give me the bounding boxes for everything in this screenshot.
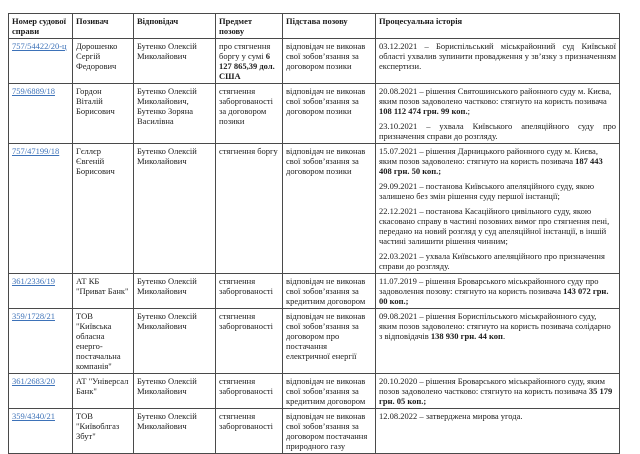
case-number-link[interactable]: 759/6889/18 — [12, 86, 55, 96]
case-number-cell — [9, 309, 73, 374]
case-number-link[interactable]: 757/47199/18 — [12, 146, 60, 156]
subject-cell — [216, 374, 283, 409]
history-cell — [376, 39, 620, 84]
history-entry: 03.12.2021 – Бориспільський міськрайонний суд Київської області ухвалив зупинити провадження у зв’язку з призначенням експертизи. — [379, 41, 616, 71]
claim-subject: стягнення заборгованості — [219, 376, 274, 396]
claim-subject: стягнення боргу — [219, 146, 278, 156]
basis-cell — [283, 374, 376, 409]
claim-basis: відповідач не виконав свої зобов’язання за договором позики — [286, 146, 366, 176]
plaintiff-name: АТ КБ "Приват Банк" — [76, 276, 129, 296]
claim-basis: відповідач не виконав свої зобов’язання за договором про постачання електричної енергії — [286, 311, 366, 361]
defendant-cell — [134, 144, 216, 274]
history-entry: 23.10.2021 – ухвала Київського апеляційного суду про призначення справи до розгляду. — [379, 121, 616, 141]
plaintiff-name: ТОВ "Київська обласна енерго-постачальна компанія" — [76, 311, 121, 371]
claim-basis: відповідач не виконав свої зобов’язання за кредитним договором — [286, 376, 366, 406]
basis-cell — [283, 274, 376, 309]
subject-cell — [216, 39, 283, 84]
history-cell — [376, 374, 620, 409]
header-case-number: Номер судової справи — [9, 14, 73, 39]
history-entry: 12.08.2022 – затверджена мирова угода. — [379, 411, 523, 421]
claim-basis: відповідач не виконав свої зобов’язання за кредитним договором — [286, 276, 366, 306]
claim-basis: відповідач не виконав свої зобов’язання за договором позики — [286, 86, 366, 116]
case-number-cell — [9, 274, 73, 309]
history-entry: 20.10.2020 – рішення Броварського міськрайонного суду, яким позов задоволено частково: стягнуто на користь позивача 35 179 грн. 05 коп.; — [379, 376, 613, 406]
table-row — [9, 409, 620, 454]
claim-subject: стягнення заборгованості — [219, 311, 274, 331]
header-history: Процесуальна історія — [376, 14, 620, 39]
basis-cell — [283, 39, 376, 84]
case-number-cell — [9, 409, 73, 454]
plaintiff-cell — [73, 409, 134, 454]
subject-cell — [216, 84, 283, 144]
subject-cell — [216, 144, 283, 274]
plaintiff-name: АТ "Універсал Банк" — [76, 376, 129, 396]
history-entry: 09.08.2021 – рішення Бориспільського міськрайонного суду, яким позов задоволено: стягнуто на користь позивача солідарно з відповідачів 138 930 грн. 44 коп. — [379, 311, 611, 341]
defendant-cell — [134, 274, 216, 309]
plaintiff-cell — [73, 144, 134, 274]
case-number-link[interactable]: 359/1728/21 — [12, 311, 55, 321]
case-number-cell — [9, 374, 73, 409]
history-entry: 29.09.2021 – постанова Київського апеляційного суду, якою залишено без змін рішення суду першої інстанції; — [379, 181, 595, 201]
table-row — [9, 144, 620, 274]
plaintiff-name: ТОВ "Київоблгаз Збут" — [76, 411, 120, 441]
plaintiff-name: Дорошенко Сергій Федорович — [76, 41, 118, 71]
defendant-name: Бутенко Олексій Миколайович — [137, 311, 197, 331]
case-number-cell — [9, 39, 73, 84]
plaintiff-name: Гордон Віталій Борисович — [76, 86, 115, 116]
case-number-link[interactable]: 361/2683/20 — [12, 376, 55, 386]
defendant-cell — [134, 309, 216, 374]
history-cell — [376, 409, 620, 454]
history-entry: 22.03.2021 – ухвала Київського апеляційного про призначення справи до розгляду. — [379, 251, 605, 271]
claim-subject: стягнення заборгованості — [219, 276, 274, 296]
defendant-name: Бутенко Олексій Миколайович — [137, 146, 197, 166]
history-entry: 11.07.2019 – рішення Броварського міськрайонного суду про задоволення позову: стягнуто на користь позивача 143 072 грн. 00 коп.; — [379, 276, 609, 306]
defendant-cell — [134, 374, 216, 409]
defendant-cell — [134, 409, 216, 454]
history-cell — [376, 274, 620, 309]
defendant-name: Бутенко Олексій Миколайович — [137, 376, 197, 396]
table-row — [9, 274, 620, 309]
case-number-cell — [9, 84, 73, 144]
court-cases-table — [8, 13, 620, 454]
claim-basis: відповідач не виконав свої зобов’язання за договором позики — [286, 41, 366, 71]
basis-cell — [283, 84, 376, 144]
claim-subject: стягнення заборгованості — [219, 411, 274, 431]
history-entry: 22.12.2021 – постанова Касаційного цивільного суду, якою скасовано справу в частині позовних вимог про стягнення пені, передано на новий розгляд у суд апеляційної інстанції, в іншій частині залишити рішення чинним; — [379, 206, 610, 246]
table-row — [9, 39, 620, 84]
history-cell — [376, 84, 620, 144]
plaintiff-name: Гєллєр Євгеній Борисович — [76, 146, 115, 176]
subject-cell — [216, 309, 283, 374]
history-cell — [376, 144, 620, 274]
header-basis: Підстава позову — [283, 14, 376, 39]
defendant-cell — [134, 84, 216, 144]
history-cell — [376, 309, 620, 374]
case-number-link[interactable]: 757/54422/20-ц — [12, 41, 67, 51]
plaintiff-cell — [73, 274, 134, 309]
plaintiff-cell — [73, 309, 134, 374]
history-entry: 20.08.2021 – рішення Святошинського районного суду м. Києва, яким позов задоволено частково: стягнуто на користь позивача 108 112 474 грн. 99 коп.; — [379, 86, 612, 116]
case-number-link[interactable]: 361/2336/19 — [12, 276, 55, 286]
plaintiff-cell — [73, 374, 134, 409]
header-subject: Предмет позову — [216, 14, 283, 39]
subject-cell — [216, 409, 283, 454]
header-plaintiff: Позивач — [73, 14, 134, 39]
case-number-link[interactable]: 359/4340/21 — [12, 411, 55, 421]
table-row — [9, 309, 620, 374]
defendant-name: Бутенко Олексій Миколайович — [137, 276, 197, 296]
plaintiff-cell — [73, 84, 134, 144]
table-row — [9, 374, 620, 409]
defendant-cell — [134, 39, 216, 84]
history-entry: 15.07.2021 – рішення Дарницького районного суду м. Києва, яким позов задоволено: стягнуто на користь позивача 187 443 408 грн. 50 коп.; — [379, 146, 603, 176]
basis-cell — [283, 309, 376, 374]
claim-subject: про стягнення боргу у сумі 6 127 865,39 дол. США — [219, 41, 275, 81]
table-row — [9, 84, 620, 144]
subject-cell — [216, 274, 283, 309]
table-header-row — [9, 14, 620, 39]
basis-cell — [283, 144, 376, 274]
defendant-name: Бутенко Олексій Миколайович, Бутенко Зоряна Василівна — [137, 86, 197, 126]
claim-subject: стягнення заборгованості за договором позики — [219, 86, 274, 126]
defendant-name: Бутенко Олексій Миколайович — [137, 41, 197, 61]
case-number-cell — [9, 144, 73, 274]
basis-cell — [283, 409, 376, 454]
claim-basis: відповідач не виконав свої зобов’язання за договором постачання природного газу — [286, 411, 368, 451]
plaintiff-cell — [73, 39, 134, 84]
header-defendant: Відповідач — [134, 14, 216, 39]
defendant-name: Бутенко Олексій Миколайович — [137, 411, 197, 431]
